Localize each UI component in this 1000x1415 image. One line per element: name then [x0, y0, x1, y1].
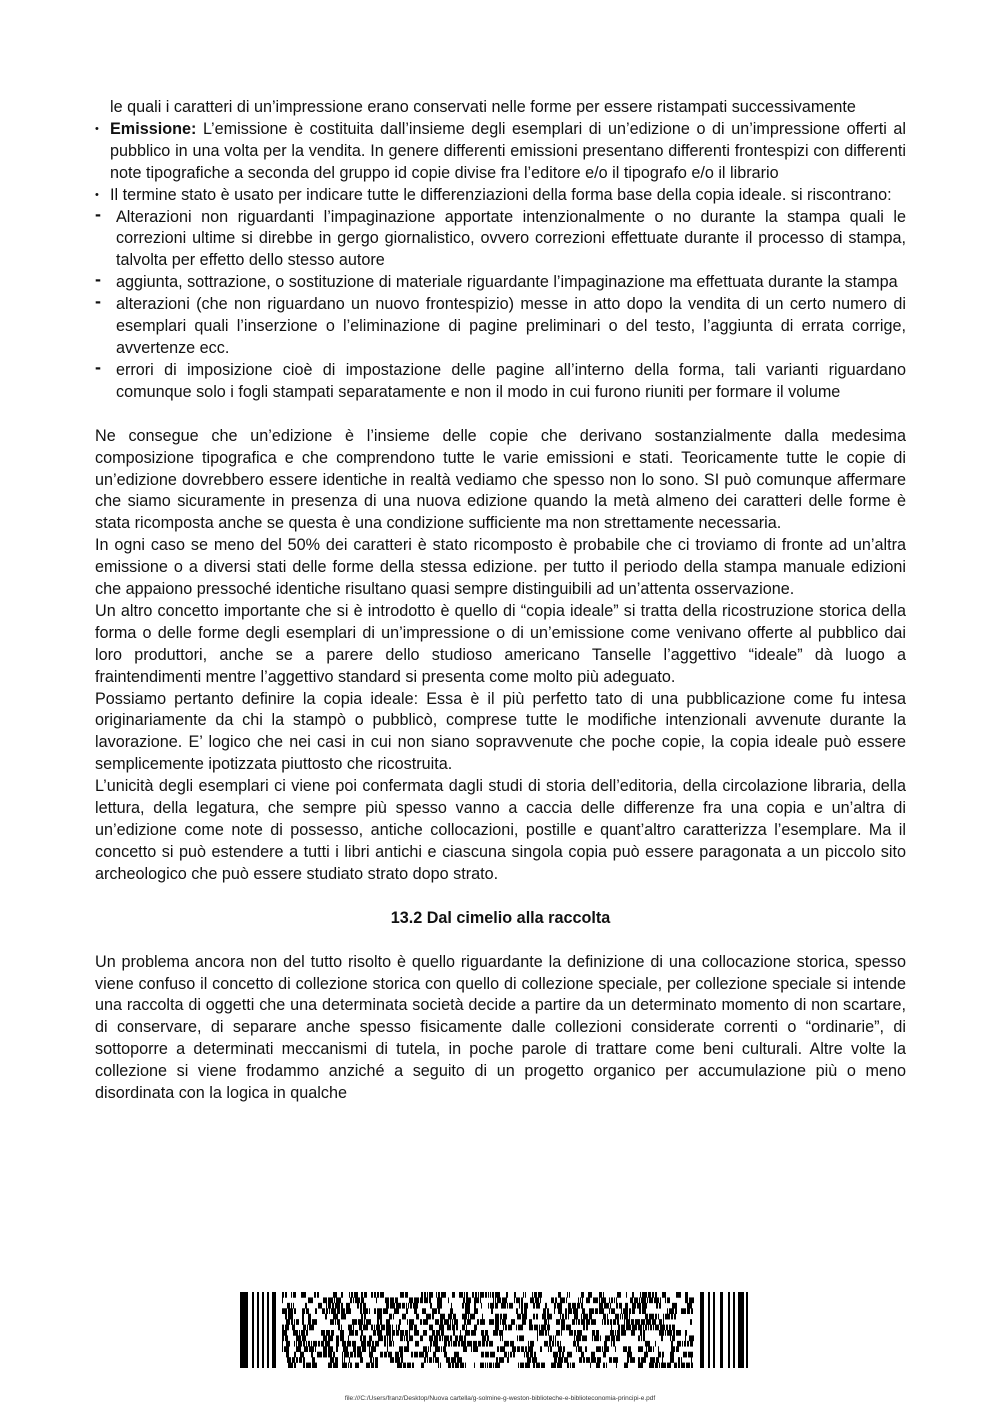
- bullet-item-stato: [95, 185, 906, 207]
- section-paragraph: Un problema ancora non del tutto risolto è quello riguardante la definizione di una collocazione storica, spesso viene confuso il concetto di collezione storica con quello di collezione speciale, per collezione speciale si intende una raccolta di oggetti che una determinata società decide a partire da un determinato momento di non scartare, di conservare, di separare anche spesso fisicamente dalle collezioni considerate correnti o “ordinarie”, di sottoporre a determinati meccanismi di tutela, in poche parole di trattare come beni culturali. Altre volte la collezione si viene frodammo anziché a seguito di un progetto organico per accumulazione più o meno disordinata con la logica in qualche: [95, 952, 906, 1103]
- body-paragraph: In ogni caso se meno del 50% dei caratteri è stato ricomposto è probabile che ci troviamo di fronte ad un’altra emissione o a diversi stati delle forme della stessa edizione. per tutto il periodo della stampa manuale edizioni che appaiono pressoché identiche risultano quasi sempre distinguibili ad un’attenta osservazione.: [95, 536, 906, 599]
- spacer: [95, 886, 906, 908]
- body-paragraph: L’unicità degli esemplari ci viene poi confermata dagli studi di storia dell’editoria, della circolazione libraria, della lettura, della legatura, che sempre più spesso vanno a caccia delle differenze fra una copia e un’altra di un’edizione come note di possesso, antiche collocazioni, postille e quant’altro caratterizza l’esemplare. Ma il concetto si può estendere a tutti i libri antichi e ciascuna singola copia può essere paragonata a un piccolo sito archeologico che può essere studiato strato dopo strato.: [95, 777, 906, 883]
- bullet-text: L’emissione è costituita dall’insieme degli esemplari di un’edizione o di un’impressione offerti al pubblico in una volta per la vendita. In genere differenti emissioni presentano differenti frontespizi con differenti note tipografiche a seconda del gruppo id copie divise fra l’editore e/o il tipografo e/o il librario: [110, 119, 906, 182]
- dash-item: [95, 203, 906, 273]
- dash-text: aggiunta, sottrazione, o sostituzione di materiale riguardante l’impaginazione ma effettuata durante la stampa: [116, 273, 898, 292]
- dash-text: errori di imposizione cioè di impostazione delle pagine all’interno della forma, tali varianti riguardano comunque solo i fogli stampati separatamente e non il modo in cui furono riuniti per formare il volume: [116, 360, 906, 401]
- dash-text: Alterazioni non riguardanti l’impaginazione apportate intenzionalmente o no durante la stampa quali le correzioni ultime si direbbe in gergo giornalistico, ovvero correzioni effettuate durante il processo di stampa, talvolta per effetto dello stesso autore: [116, 207, 906, 270]
- bullet-marker: •: [95, 188, 99, 201]
- dash-item: [95, 269, 906, 294]
- dash-text: alterazioni (che non riguardano un nuovo frontespizio) messe in atto dopo la vendita di un certo numero di esemplari quali l’inserzione o l’eliminazione di pagine preliminari o del testo, l’aggiunta di errata corrige, avvertenze ecc.: [116, 295, 906, 357]
- body-paragraph: Possiamo pertanto definire la copia ideale: Essa è il più perfetto tato di una pubblicazione come fu intesa originariamente da chi la stampò o pubblicò, comprese tutte le modifiche intenzionali avvenute durante la lavorazione. E’ logico che nei casi in cui non siano sopravvenute che poche copie, la copia ideale può essere semplicemente ipotizzata piuttosto che ricostruita.: [95, 689, 906, 774]
- bullet-term: Emissione:: [110, 119, 197, 138]
- body-paragraph: Un altro concetto importante che si è introdotto è quello di “copia ideale” si tratta della ricostruzione storica della forma o delle forme degli esemplari di un’impressione o di un’emissione come venivano offerte al pubblico dai loro produttori, anche se a parere dello studioso americano Tanselle l’aggettivo “ideale” dà luogo a fraintendimenti mentre l’aggettivo standard si presenta come molto più adeguato.: [95, 601, 906, 686]
- footer-file-path: file:///C:/Users/franz/Desktop/Nuova cartella/g-solmine-g-weston-biblioteche-e-biblioteconomia-principi-e.pdf: [344, 1395, 656, 1402]
- continuation-text: le quali i caratteri di un’impressione erano conservati nelle forme per essere ristampati successivamente: [110, 98, 856, 116]
- pdf417-barcode-image: [240, 1292, 748, 1368]
- bullet-text: Il termine stato è usato per indicare tutte le differenziazioni della forma base della copia ideale. si riscontrano:: [110, 185, 892, 204]
- dash-marker: -: [95, 291, 101, 312]
- section-heading: 13.2 Dal cimelio alla raccolta: [390, 908, 611, 927]
- spacer: [95, 930, 906, 952]
- document-page: [95, 97, 906, 1105]
- dash-item: [95, 356, 906, 404]
- dash-marker: -: [95, 203, 101, 224]
- dash-marker: -: [95, 356, 101, 377]
- body-paragraph: Ne consegue che un’edizione è l’insieme delle copie che derivano sostanzialmente dalla medesima composizione tipografica e che comprendono tutte le varie emissioni e stati. Teoricamente tutte le copie di un’edizione dovrebbero essere identiche in realtà vediamo che spesso non lo sono. SI può comunque affermare che siamo sicuramente in presenza di una nuova edizione quando la metà almeno dei caratteri delle forme è stata ricomposta anche se questa è una condizione sufficiente ma non strettamente necessaria.: [95, 426, 906, 533]
- bullet-marker: •: [95, 122, 99, 135]
- bullet-item-emissione: [95, 119, 906, 185]
- dash-marker: -: [95, 269, 101, 290]
- spacer: [95, 404, 906, 426]
- dash-item: [95, 291, 906, 360]
